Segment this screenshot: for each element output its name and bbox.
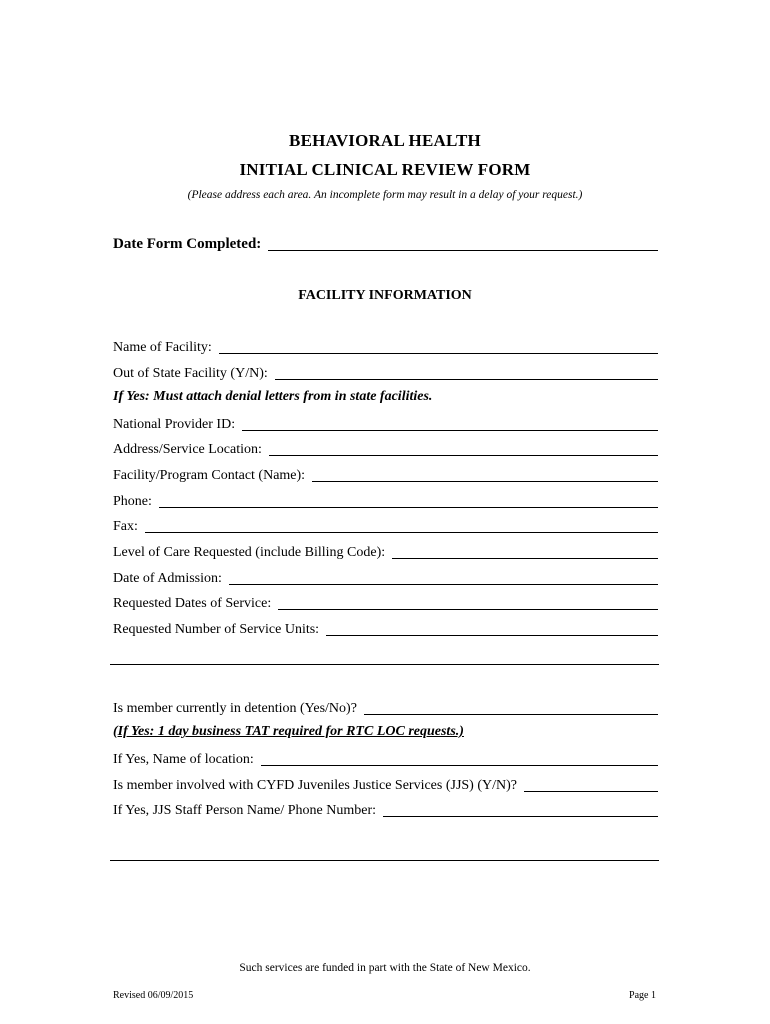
phone-input-line[interactable]: [159, 494, 658, 508]
funding-statement: Such services are funded in part with the State of New Mexico.: [239, 962, 531, 974]
form-title-line1: BEHAVIORAL HEALTH: [289, 131, 481, 150]
requested-units-input-line[interactable]: [326, 622, 658, 636]
phone-label: Phone:: [113, 494, 152, 509]
phone-field[interactable]: [113, 492, 658, 510]
detention-note: (If Yes: 1 day business TAT required for RTC LOC requests.): [113, 724, 464, 739]
fax-input-line[interactable]: [145, 519, 658, 533]
form-subtitle: (Please address each area. An incomplete form may result in a delay of your request.): [187, 189, 583, 201]
fax-field[interactable]: [113, 517, 658, 535]
jjs-field[interactable]: [113, 776, 658, 794]
contact-label: Facility/Program Contact (Name):: [113, 468, 306, 483]
date-completed-label: Date Form Completed:: [113, 236, 262, 252]
contact-field[interactable]: [113, 466, 658, 484]
detention-label: Is member currently in detention (Yes/No)?: [113, 701, 357, 716]
requested-dates-field[interactable]: [113, 594, 658, 612]
facility-section-heading: FACILITY INFORMATION: [298, 288, 472, 303]
out-of-state-field[interactable]: [113, 364, 658, 382]
out-of-state-label: Out of State Facility (Y/N):: [113, 366, 268, 381]
jjs-input-line[interactable]: [524, 778, 658, 792]
admission-date-field[interactable]: [113, 569, 658, 587]
level-of-care-input-line[interactable]: [392, 545, 658, 559]
requested-dates-input-line[interactable]: [278, 596, 658, 610]
location-input-line[interactable]: [261, 752, 658, 766]
npi-label: National Provider ID:: [113, 417, 236, 432]
address-input-line[interactable]: [269, 442, 658, 456]
requested-dates-label: Requested Dates of Service:: [113, 596, 272, 611]
jjs-staff-label: If Yes, JJS Staff Person Name/ Phone Number:: [113, 803, 377, 818]
out-of-state-note: If Yes: Must attach denial letters from in state facilities.: [113, 389, 433, 404]
location-label: If Yes, Name of location:: [113, 752, 254, 767]
form-title-line2: INITIAL CLINICAL REVIEW FORM: [239, 160, 531, 179]
npi-field[interactable]: [113, 415, 658, 433]
jjs-label: Is member involved with CYFD Juveniles Justice Services (JJS) (Y/N)?: [113, 778, 517, 793]
detention-field[interactable]: [113, 699, 658, 717]
level-of-care-field[interactable]: [113, 543, 658, 561]
address-label: Address/Service Location:: [113, 442, 262, 457]
page-number: Page 1: [629, 990, 656, 1001]
date-completed-input-line[interactable]: [268, 237, 658, 251]
facility-name-label: Name of Facility:: [113, 340, 212, 355]
contact-input-line[interactable]: [312, 468, 658, 482]
facility-name-input-line[interactable]: [219, 340, 658, 354]
date-completed-field[interactable]: [113, 235, 658, 253]
admission-date-input-line[interactable]: [229, 571, 658, 585]
requested-units-label: Requested Number of Service Units:: [113, 622, 320, 637]
section-divider-2: [110, 860, 659, 861]
section-divider-1: [110, 664, 659, 665]
revision-date: Revised 06/09/2015: [113, 990, 194, 1001]
detention-input-line[interactable]: [364, 701, 658, 715]
address-field[interactable]: [113, 440, 658, 458]
location-field[interactable]: [113, 750, 658, 768]
facility-name-field[interactable]: [113, 338, 658, 356]
fax-label: Fax:: [113, 519, 138, 534]
npi-input-line[interactable]: [242, 417, 658, 431]
requested-units-field[interactable]: [113, 620, 658, 638]
jjs-staff-field[interactable]: [113, 801, 658, 819]
jjs-staff-input-line[interactable]: [383, 803, 658, 817]
out-of-state-input-line[interactable]: [275, 366, 658, 380]
level-of-care-label: Level of Care Requested (include Billing Code):: [113, 545, 386, 560]
admission-date-label: Date of Admission:: [113, 571, 222, 586]
